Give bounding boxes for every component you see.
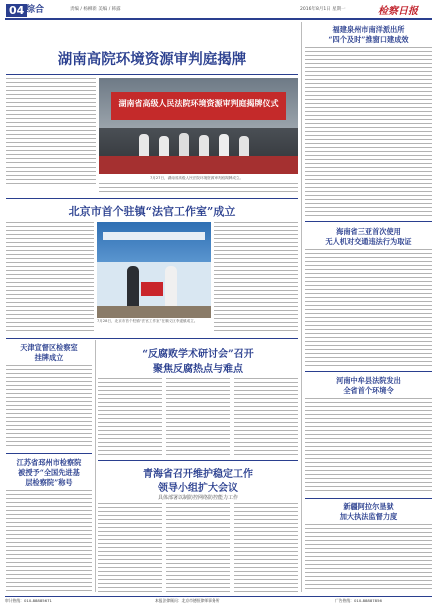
editors-line: 责编 / 杨柳新 美编 / 韩露 [70,7,121,12]
article-body-hunan-cont [6,167,96,187]
footer-bar [5,596,432,604]
headline-qinghai: 青海省召开维护稳定工作 [143,469,253,480]
headline-tianjin-2: 挂牌成立 [34,353,64,362]
headline-hainan: 海南省三亚首次使用 [336,227,401,236]
divider [305,498,432,499]
article-body-hunan [6,78,96,164]
footer-right: 广告热线：010-88887856 [335,598,382,603]
article-body-xinjiang [305,524,432,592]
headline-tianjin: 天津宣督区检察室 [20,343,78,352]
article-body-hunan-cont2 [99,183,298,195]
article-body-henan [305,398,432,494]
divider [305,221,432,222]
photo-beijing-ceremony [97,222,211,318]
column-divider [95,340,96,592]
issue-date: 2016年8月1日 星期一 [300,7,346,12]
headline-henan-2: 全省首个环境令 [343,386,394,395]
headline-jiangsu-3: 层检察院”称号 [25,478,73,487]
headline-xinjiang: 新疆阿拉尔垦狱 [343,502,394,511]
article-body-qinghai-1 [98,503,162,592]
headline-jiangsu-2: 被授予“全国先进基 [18,468,80,477]
divider [98,460,298,461]
subheadline-qinghai: 具体部署以制防控网络防控能力工作 [157,495,238,501]
divider [6,74,298,75]
divider [305,371,432,372]
headline-henan: 河南中牟县法院发出 [336,376,401,385]
column-divider [301,22,302,592]
divider [6,453,92,454]
photo-banner-text: 湖南省高级人民法院环境资源审判庭揭牌仪式 [118,99,279,108]
headline-hainan-2: 无人机对交通违法行为取证 [325,237,412,246]
article-body-qinghai-3 [234,503,298,592]
article-body-fujian [305,47,432,217]
headline-beijing: 北京市首个驻镇“法官工作室”成立 [68,205,236,218]
headline-yantao-2: 聚焦反腐热点与难点 [153,364,243,375]
headline-xinjiang-2: 加大执法监督力度 [339,512,398,521]
headline-jiangsu: 江苏省邳州市检察院 [16,458,82,467]
article-body-yantao-3 [234,378,298,456]
header-rule [5,18,432,20]
article-body-beijing [6,222,94,334]
article-body-hainan [305,249,432,367]
footer-mid: 本报法律顾问：北京市德恒律师事务所 [155,598,220,603]
newspaper-logo: 检察日报 [378,6,418,17]
article-body-yantao-1 [98,378,162,456]
photo-caption-hunan: 7月27日，湖南省高级人民法院环境资源审判庭揭牌成立。 [150,176,244,180]
headline-qinghai-2: 领导小组扩大会议 [158,483,238,494]
article-body-jiangsu [6,490,92,592]
divider [6,198,298,199]
photo-hunan-ceremony [99,78,298,174]
section-title: 综合 [26,5,45,15]
footer-left: 审计热线：010-88885671 [5,598,52,603]
divider [6,338,298,339]
page-number: 04 [6,4,27,17]
headline-hunan: 湖南高院环境资源审判庭揭牌 [57,51,247,68]
article-body-yantao-2 [166,378,230,456]
article-body-beijing-cont [214,222,298,334]
headline-fujian-2: “四个及时”推窗口建成效 [328,35,409,44]
article-body-tianjin [6,365,92,449]
photo-caption-beijing: 7月28日，北京市首个驻镇“法官工作室”在顺义区李遂镇成立。 [97,319,198,323]
headline-fujian: 福建泉州市南洋派出所 [332,25,405,34]
article-body-qinghai-2 [166,503,230,592]
headline-yantao: “反腐败学术研讨会”召开 [142,349,254,360]
